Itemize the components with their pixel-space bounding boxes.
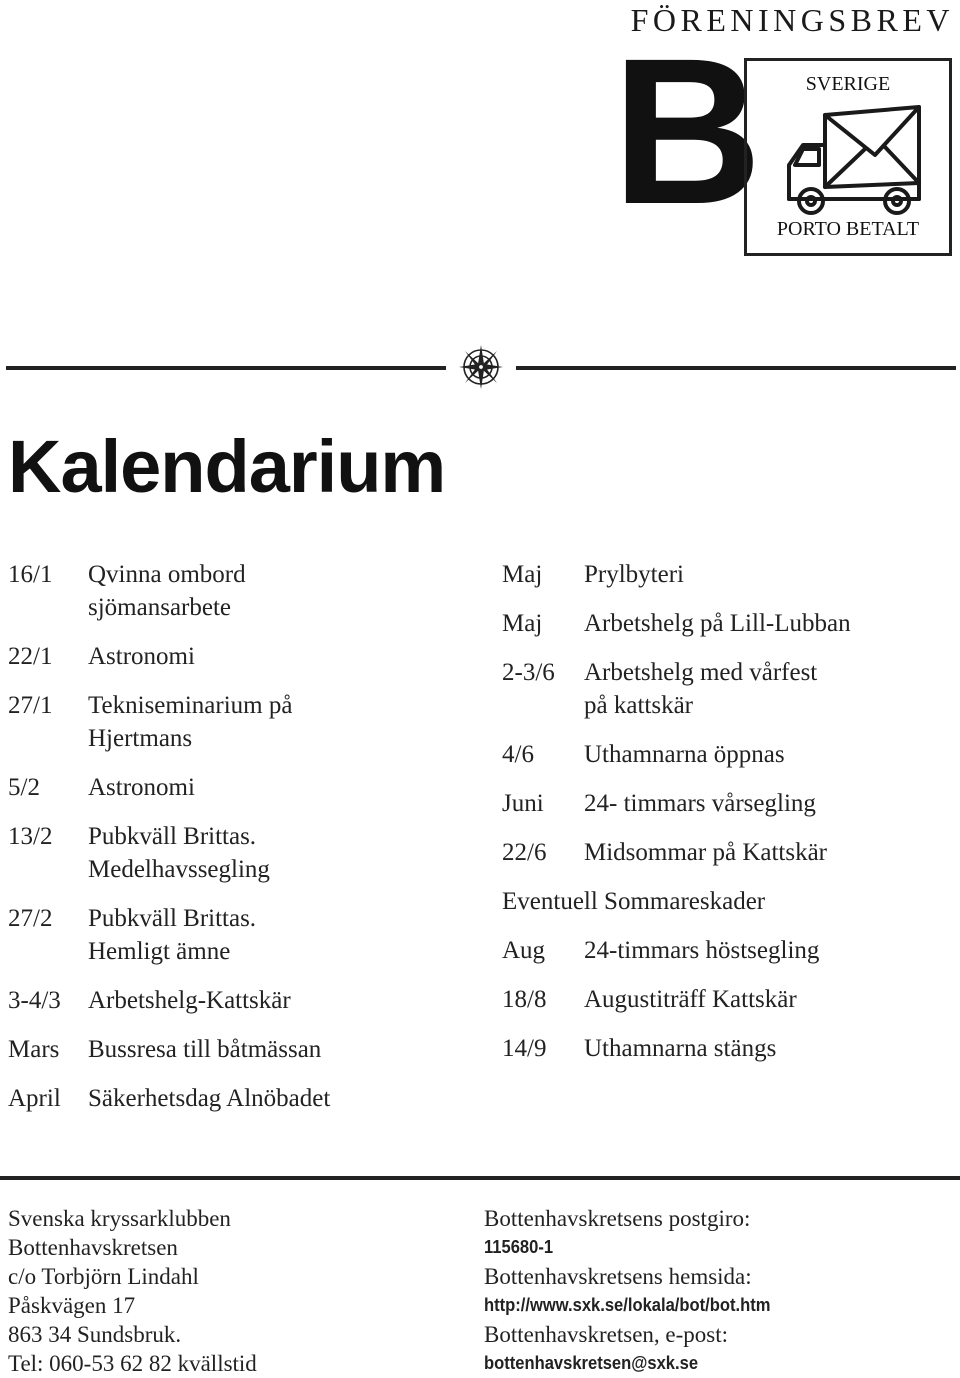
event-description: [88, 771, 448, 804]
event-title: Hjertmans: [88, 725, 193, 752]
footer-rule: [0, 1176, 960, 1180]
event-date: 3-4/3: [8, 987, 61, 1014]
event-date: Aug: [502, 937, 546, 964]
divider-rule-right: [516, 366, 956, 370]
event-row: [8, 902, 448, 968]
event-date: 2-3/6: [502, 659, 555, 686]
event-description: [584, 836, 952, 869]
event-date: 14/9: [502, 1035, 547, 1062]
footer-address-line: Tel: 060-53 62 82 kvällstid: [8, 1351, 257, 1376]
event-date: 13/2: [8, 823, 53, 850]
event-row: [502, 885, 952, 918]
footer-address-line: c/o Torbjörn Lindahl: [8, 1264, 199, 1289]
event-date: 18/8: [502, 986, 547, 1013]
event-title: Astronomi: [88, 774, 195, 801]
event-date: 5/2: [8, 774, 40, 801]
event-description: [584, 787, 952, 820]
event-description: [88, 640, 448, 673]
section-title: Kalendarium: [8, 425, 446, 508]
footer-contact: [484, 1204, 795, 1378]
event-title: Pubkväll Brittas.: [88, 905, 257, 932]
event-date: 16/1: [8, 561, 53, 588]
event-title: Pubkväll Brittas.: [88, 823, 257, 850]
event-title: Uthamnarna öppnas: [584, 741, 785, 768]
b-letter-mark: B: [612, 16, 759, 248]
event-title: på kattskär: [584, 692, 693, 719]
event-title: Eventuell Sommareskader: [502, 888, 766, 915]
event-title: Arbetshelg med vårfest: [584, 659, 818, 686]
event-description: [584, 934, 952, 967]
footer-contact-value[interactable]: http://www.sxk.se/lokala/bot/bot.htm: [484, 1295, 771, 1315]
event-description: [88, 820, 448, 886]
event-row: [8, 1082, 448, 1115]
newsletter-title: FÖRENINGSBREV: [630, 2, 954, 38]
footer-address-line: Svenska kryssarklubben: [8, 1206, 231, 1231]
event-date: Juni: [502, 790, 544, 817]
event-description: [88, 558, 448, 624]
event-row: [8, 558, 448, 624]
footer-address-line: 863 34 Sundsbruk.: [8, 1322, 182, 1347]
event-description: [88, 902, 448, 968]
event-date: Maj: [502, 610, 543, 637]
footer-contact-value[interactable]: 115680-1: [484, 1237, 554, 1257]
event-description: [584, 738, 952, 771]
footer-contact-value[interactable]: bottenhavskretsen@sxk.se: [484, 1353, 699, 1373]
event-title: Arbetshelg på Lill-Lubban: [584, 610, 851, 637]
event-description: [88, 1082, 448, 1115]
event-date: April: [8, 1085, 61, 1112]
footer-address-line: Påskvägen 17: [8, 1293, 136, 1318]
event-date: 27/1: [8, 692, 53, 719]
footer-contact-label: Bottenhavskretsen, e-post:: [484, 1322, 729, 1347]
event-title: Medelhavssegling: [88, 856, 270, 883]
event-title: Hemligt ämne: [88, 938, 231, 965]
event-row: [8, 1033, 448, 1066]
event-title: Augustiträff Kattskär: [584, 986, 797, 1013]
stamp-postage-paid: PORTO BETALT: [776, 218, 920, 240]
event-date: 22/1: [8, 643, 53, 670]
event-list-right: [502, 558, 952, 1081]
event-row: [502, 836, 952, 869]
event-date: 22/6: [502, 839, 547, 866]
event-description: [584, 1032, 952, 1065]
event-title: Bussresa till båtmässan: [88, 1036, 322, 1063]
event-description: [88, 984, 448, 1017]
stamp-country: SVERIGE: [805, 73, 891, 95]
event-row: [502, 738, 952, 771]
event-row: [8, 771, 448, 804]
event-date: 4/6: [502, 741, 534, 768]
event-title: Arbetshelg-Kattskär: [88, 987, 291, 1014]
event-title: sjömansarbete: [88, 594, 232, 621]
event-row: [8, 689, 448, 755]
footer-address-line: Bottenhavskretsen: [8, 1235, 178, 1260]
event-description: [88, 689, 448, 755]
event-row: [8, 820, 448, 886]
event-description: [584, 983, 952, 1016]
event-title: Prylbyteri: [584, 561, 684, 588]
event-row: [502, 656, 952, 722]
event-row: [8, 640, 448, 673]
event-title: Tekniseminarium på: [88, 692, 293, 719]
event-title: Astronomi: [88, 643, 195, 670]
event-title: Qvinna ombord: [88, 561, 246, 588]
mail-truck-icon: [777, 105, 925, 217]
event-title: 24- timmars vårsegling: [584, 790, 816, 817]
event-row: [502, 983, 952, 1016]
event-date: 27/2: [8, 905, 53, 932]
event-title: 24-timmars höstsegling: [584, 937, 820, 964]
event-title: Midsommar på Kattskär: [584, 839, 828, 866]
event-title: Uthamnarna stängs: [584, 1035, 777, 1062]
divider-rule-left: [6, 366, 446, 370]
event-description: [584, 656, 952, 722]
event-title: Säkerhetsdag Alnöbadet: [88, 1085, 331, 1112]
event-row: [502, 934, 952, 967]
footer-contact-label: Bottenhavskretsens postgiro:: [484, 1206, 751, 1231]
event-description: [88, 1033, 448, 1066]
event-row: [502, 607, 952, 640]
postage-stamp: [744, 58, 952, 256]
event-row: [502, 787, 952, 820]
event-row: [502, 558, 952, 591]
event-row: [502, 1032, 952, 1065]
event-description: [584, 558, 952, 591]
footer-contact-label: Bottenhavskretsens hemsida:: [484, 1264, 752, 1289]
event-date: Maj: [502, 561, 543, 588]
event-list-left: [8, 558, 448, 1131]
event-description: [584, 607, 952, 640]
event-date: Mars: [8, 1036, 60, 1063]
compass-rose-icon: [455, 343, 507, 391]
footer-address: [8, 1204, 257, 1378]
event-row: [8, 984, 448, 1017]
